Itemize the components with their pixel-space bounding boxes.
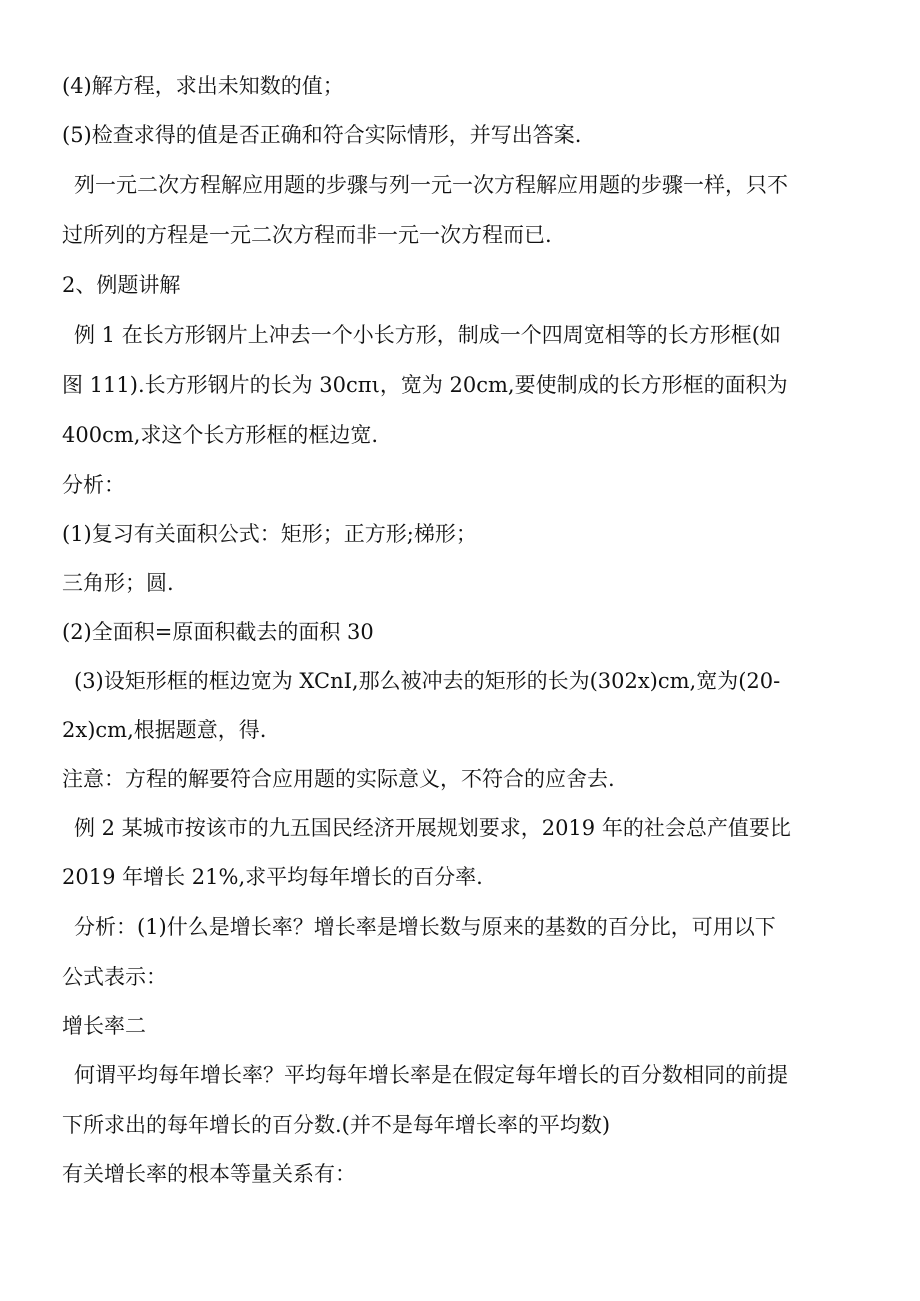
text-line-avg-growth-a: 何谓平均每年增长率？平均每年增长率是在假定每年增长的百分数相同的前提 (74, 1063, 788, 1087)
text-line-growth-formula: 增长率二 (62, 1014, 146, 1038)
text-line-relations: 有关增长率的根本等量关系有： (62, 1162, 356, 1186)
text-line-analysis-2: (2)全面积=原面积截去的面积 30 (62, 620, 374, 644)
text-line-example-1b: 图 111).长方形钢片的长为 30cπι，宽为 20cm,要使制成的长方形框的面积为 (62, 373, 788, 397)
text-line-example-2a: 例 2 某城市按该市的九五国民经济开展规划要求，2019 年的社会总产值要比 (74, 816, 791, 840)
text-line-note: 注意：方程的解要符合应用题的实际意义，不符合的应舍去. (62, 767, 615, 791)
text-line-paragraph-1b: 过所列的方程是一元二次方程而非一元一次方程而已. (62, 223, 552, 247)
text-line-step-4: (4)解方程，求出未知数的值； (62, 74, 344, 98)
text-line-example-2b: 2019 年增长 21%,求平均每年增长的百分率. (62, 865, 483, 889)
text-line-analysis-growth-a: 分析：(1)什么是增长率？增长率是增长数与原来的基数的百分比，可用以下 (74, 915, 776, 939)
text-line-avg-growth-b: 下所求出的每年增长的百分数.(并不是每年增长率的平均数) (62, 1113, 611, 1137)
text-line-analysis-1-cont: 三角形；圆. (62, 571, 174, 595)
text-line-analysis-3b: 2x)cm,根据题意，得. (62, 718, 267, 742)
text-line-analysis-growth-b: 公式表示： (62, 965, 167, 989)
text-line-example-1a: 例 1 在长方形钢片上冲去一个小长方形，制成一个四周宽相等的长方形框(如 (74, 323, 781, 347)
text-line-example-1c: 400cm,求这个长方形框的框边宽. (62, 423, 379, 447)
section-heading-examples: 2、例题讲解 (62, 273, 181, 297)
text-line-analysis-3a: (3)设矩形框的框边宽为 XCnI,那么被冲去的矩形的长为(302x)cm,宽为(20- (74, 669, 781, 693)
text-line-analysis-label: 分析： (62, 473, 125, 497)
text-line-analysis-1: (1)复习有关面积公式：矩形；正方形;梯形； (62, 522, 477, 546)
text-line-step-5: (5)检查求得的值是否正确和符合实际情形，并写出答案. (62, 123, 582, 147)
text-line-paragraph-1a: 列一元二次方程解应用题的步骤与列一元一次方程解应用题的步骤一样，只不 (74, 173, 788, 197)
